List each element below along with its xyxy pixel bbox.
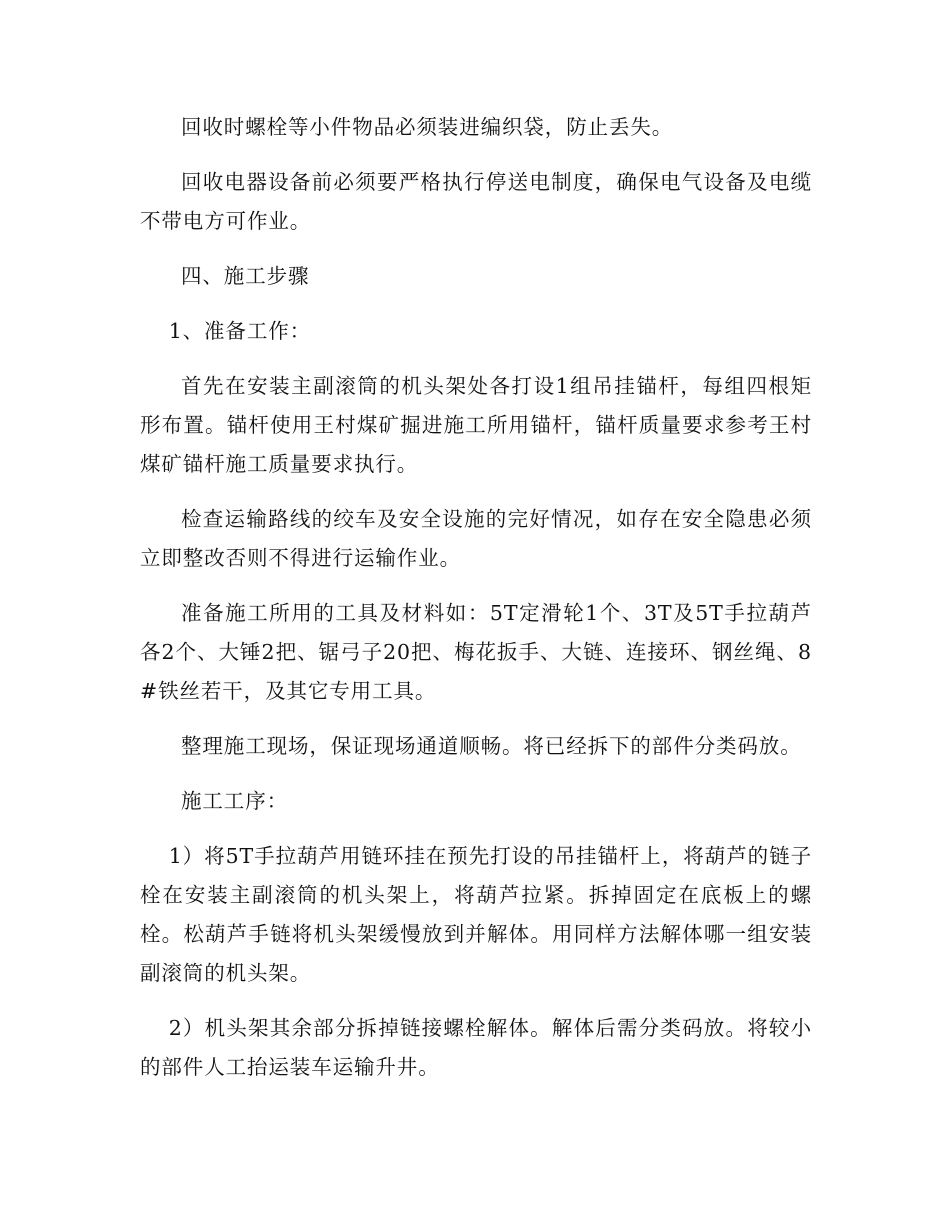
subheading-procedure: 施工工序：: [181, 789, 288, 813]
paragraph-tools-materials: 准备施工所用的工具及材料如：5T定滑轮1个、3T及5T手拉葫芦各2个、大锤2把、锯弓子20把、梅花扳手、大链、连接环、钢丝绳、8#铁丝若干，及其它专用工具。: [140, 601, 812, 703]
section-heading-construction-steps: 四、施工步骤: [181, 264, 310, 288]
subheading-preparation: 1、准备工作：: [168, 319, 312, 343]
paragraph-transport-check: 检查运输路线的绞车及安全设施的完好情况，如存在安全隐患必须立即整改否则不得进行运输作业。: [140, 507, 812, 570]
paragraph-anchor-bolts: 首先在安装主副滚筒的机头架处各打设1组吊挂锚杆，每组四根矩形布置。锚杆使用王村煤矿掘进施工所用锚杆，锚杆质量要求参考王村煤矿锚杆施工质量要求执行。: [140, 374, 812, 476]
document-body: [140, 108, 812, 1103]
paragraph-step-1: 1）将5T手拉葫芦用链环挂在预先打设的吊挂锚杆上，将葫芦的链子栓在安装主副滚筒的机头架上，将葫芦拉紧。拆掉固定在底板上的螺栓。松葫芦手链将机头架缓慢放到并解体。用同样方法解体哪一组安装副滚筒的机头架。: [140, 844, 812, 985]
paragraph-bolt-recovery: 回收时螺栓等小件物品必须装进编织袋，防止丢失。: [181, 115, 674, 139]
paragraph-electrical-safety: 回收电器设备前必须要严格执行停送电制度，确保电气设备及电缆不带电方可作业。: [140, 170, 812, 233]
paragraph-site-cleanup: 整理施工现场，保证现场通道顺畅。将已经拆下的部件分类码放。: [181, 734, 802, 758]
paragraph-step-2: 2）机头架其余部分拆掉链接螺栓解体。解体后需分类码放。将较小的部件人工抬运装车运输升井。: [140, 1016, 812, 1079]
